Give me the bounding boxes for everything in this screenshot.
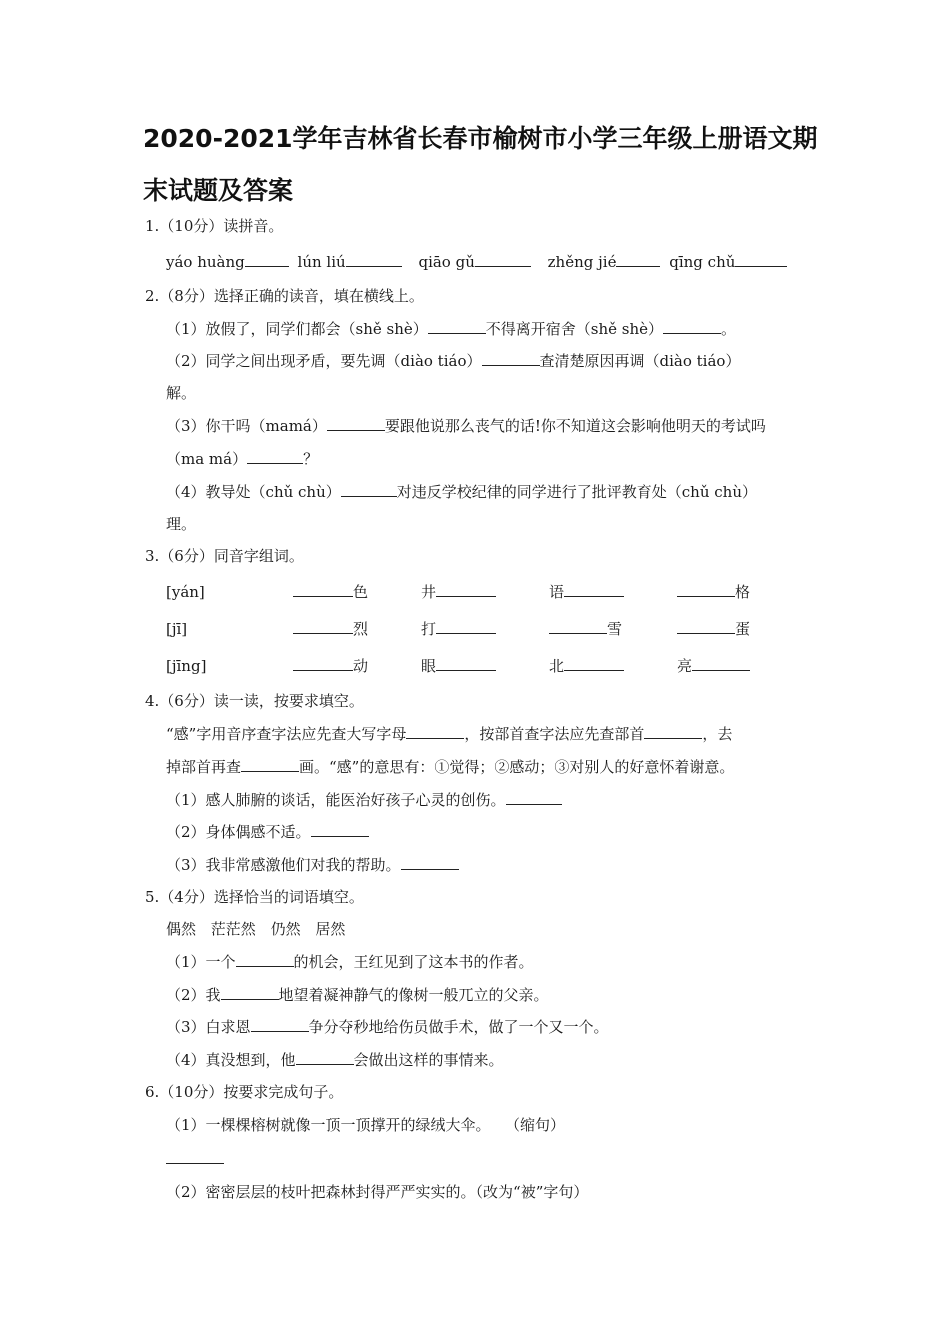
answer-blank[interactable] — [428, 319, 486, 334]
pinyin-label: [jī] — [166, 620, 188, 638]
word-cell — [549, 581, 624, 603]
question-2-line-4-cont: 理。 — [166, 515, 197, 533]
sentence-text: 不得离开宿舍（shě shè） — [485, 320, 664, 338]
answer-blank[interactable] — [436, 582, 496, 597]
sentence-text: （1）一棵棵榕树就像一顶一顶撑开的绿绒大伞。 — [166, 1116, 491, 1134]
question-1-pinyin-row — [166, 251, 787, 273]
answer-blank[interactable] — [327, 416, 385, 431]
answer-blank[interactable] — [436, 656, 496, 671]
sentence-text: 会做出这样的事情来。 — [353, 1051, 504, 1069]
page-title: 2020-2021学年吉林省长春市榆树市小学三年级上册语文期末试题及答案 — [143, 124, 818, 205]
sentence-text: （2）同学之间出现矛盾，要先调（diào tiáo） — [166, 352, 482, 370]
sentence-text: 地望着凝神静气的像树一般兀立的父亲。 — [278, 986, 549, 1004]
pinyin-item: yáo huàng — [166, 253, 245, 271]
word-cell — [293, 655, 368, 677]
answer-blank[interactable] — [247, 449, 303, 464]
sentence-text: 争分夺秒地给伤员做手术，做了一个又一个。 — [308, 1018, 609, 1036]
sentence-text: 查清楚原因再调（diào tiáo） — [539, 352, 741, 370]
pinyin-item: qīng chǔ — [669, 253, 736, 271]
question-5-sentence-1 — [166, 951, 534, 973]
sentence-text: （4）真没想到，他 — [166, 1051, 296, 1069]
sentence-text: （3）白求恩 — [166, 1018, 251, 1036]
word-cell — [549, 655, 624, 677]
question-4-sentence-3 — [166, 854, 459, 876]
answer-blank[interactable] — [245, 252, 289, 267]
question-5-sentence-3 — [166, 1016, 609, 1038]
word-cell — [677, 655, 750, 677]
word-bank — [166, 918, 345, 940]
answer-blank[interactable] — [293, 619, 353, 634]
answer-blank[interactable] — [564, 656, 624, 671]
pinyin-item: zhěng jié — [547, 253, 617, 271]
question-6-sentence-2: （2）密密层层的枝叶把森林封得严严实实的。（改为“被”字句） — [166, 1183, 589, 1201]
sentence-text: （2）身体偶感不适。 — [166, 823, 311, 841]
answer-blank[interactable] — [241, 757, 299, 772]
answer-blank[interactable] — [236, 952, 294, 967]
word-cell — [421, 655, 496, 677]
word-option: 偶然 — [166, 920, 197, 938]
answer-blank[interactable] — [692, 656, 750, 671]
question-5-sentence-4 — [166, 1049, 504, 1071]
sentence-text: （1）放假了，同学们都会（shě shè） — [166, 320, 428, 338]
char: 眼 — [421, 657, 437, 675]
word-option: 仍然 — [270, 920, 301, 938]
answer-blank[interactable] — [293, 582, 353, 597]
char: 蛋 — [735, 620, 751, 638]
answer-blank[interactable] — [346, 252, 402, 267]
pinyin-label: [jīng] — [166, 657, 207, 675]
answer-blank[interactable] — [406, 724, 464, 739]
question-2-line-3 — [166, 415, 766, 437]
answer-blank[interactable] — [293, 656, 353, 671]
question-2-line-4 — [166, 481, 757, 503]
word-cell — [421, 581, 496, 603]
question-4-para-2 — [166, 756, 734, 778]
sentence-text: （1）一个 — [166, 953, 236, 971]
question-2-line-3-cont — [166, 448, 318, 470]
question-2-line-1 — [166, 318, 736, 340]
question-4-sentence-2 — [166, 821, 369, 843]
answer-blank[interactable] — [549, 619, 607, 634]
instruction-hint: （缩句） — [512, 1116, 566, 1134]
sentence-text: （1）感人肺腑的谈话，能医治好孩子心灵的创伤。 — [166, 791, 506, 809]
question-1-heading: 1.（10分）读拼音。 — [145, 217, 284, 235]
question-6-heading: 6.（10分）按要求完成句子。 — [145, 1083, 344, 1101]
word-cell — [293, 618, 368, 640]
question-4-heading: 4.（6分）读一读，按要求填空。 — [145, 692, 364, 710]
answer-blank[interactable] — [564, 582, 624, 597]
sentence-text: （3）我非常感激他们对我的帮助。 — [166, 856, 401, 874]
answer-blank[interactable] — [677, 619, 735, 634]
char: 色 — [353, 583, 369, 601]
sentence-text: 的机会，王红见到了这本书的作者。 — [293, 953, 534, 971]
answer-blank[interactable] — [311, 822, 369, 837]
word-cell — [293, 581, 368, 603]
sentence-text: （4）教导处（chǔ chù） — [166, 483, 341, 501]
char: 烈 — [353, 620, 369, 638]
sentence-text: 画。“感”的意思有：①觉得；②感动；③对别人的好意怀着谢意。 — [299, 758, 735, 776]
sentence-text: 对违反学校纪律的同学进行了批评教育处（chǔ chù） — [396, 483, 757, 501]
pinyin-item: qiāo gǔ — [418, 253, 475, 271]
question-5-heading: 5.（4分）选择恰当的词语填空。 — [145, 888, 364, 906]
question-5-sentence-2 — [166, 984, 549, 1006]
answer-blank[interactable] — [663, 319, 721, 334]
answer-blank[interactable] — [436, 619, 496, 634]
question-6-answer-line — [166, 1148, 224, 1170]
sentence-text: ，去 — [702, 725, 733, 743]
question-4-sentence-1 — [166, 789, 562, 811]
sentence-text: （2）我 — [166, 986, 221, 1004]
word-cell — [677, 618, 750, 640]
char: 格 — [735, 583, 751, 601]
question-3-heading: 3.（6分）同音字组词。 — [145, 547, 304, 565]
word-cell — [677, 581, 750, 603]
char: 语 — [549, 583, 565, 601]
sentence-text: 要跟他说那么丧气的话!你不知道这会影响他明天的考试吗 — [384, 417, 766, 435]
answer-blank[interactable] — [166, 1149, 224, 1164]
char: 亮 — [677, 657, 693, 675]
answer-blank[interactable] — [221, 985, 279, 1000]
pinyin-item: lún liú — [297, 253, 346, 271]
char: 北 — [549, 657, 565, 675]
answer-blank[interactable] — [644, 724, 702, 739]
char: 动 — [353, 657, 369, 675]
char: 打 — [421, 620, 437, 638]
answer-blank[interactable] — [482, 351, 540, 366]
answer-blank[interactable] — [341, 482, 397, 497]
char: 雪 — [607, 620, 623, 638]
answer-blank[interactable] — [251, 1017, 309, 1032]
char: 井 — [421, 583, 437, 601]
sentence-text: （3）你干吗（mamá） — [166, 417, 327, 435]
question-2-heading: 2.（8分）选择正确的读音，填在横线上。 — [145, 287, 424, 305]
pinyin-label: [yán] — [166, 583, 205, 601]
sentence-text: 。 — [721, 320, 737, 338]
word-cell — [421, 618, 496, 640]
answer-blank[interactable] — [616, 252, 660, 267]
answer-blank[interactable] — [296, 1050, 354, 1065]
sentence-text: （ma má） — [166, 450, 248, 468]
sentence-text: ，按部首查字法应先查部首 — [464, 725, 645, 743]
word-option: 居然 — [315, 920, 346, 938]
answer-blank[interactable] — [677, 582, 735, 597]
sentence-text: 掉部首再查 — [166, 758, 242, 776]
answer-blank[interactable] — [475, 252, 531, 267]
sentence-text: ？ — [303, 450, 319, 468]
answer-blank[interactable] — [735, 252, 787, 267]
word-option: 茫茫然 — [210, 920, 256, 938]
question-2-line-2-cont: 解。 — [166, 384, 197, 402]
question-2-line-2 — [166, 350, 740, 372]
question-6-sentence-1 — [166, 1114, 565, 1136]
word-cell — [549, 618, 622, 640]
answer-blank[interactable] — [401, 855, 459, 870]
answer-blank[interactable] — [506, 790, 562, 805]
sentence-text: “感”字用音序查字法应先查大写字母 — [166, 725, 407, 743]
question-4-para-1 — [166, 723, 732, 745]
